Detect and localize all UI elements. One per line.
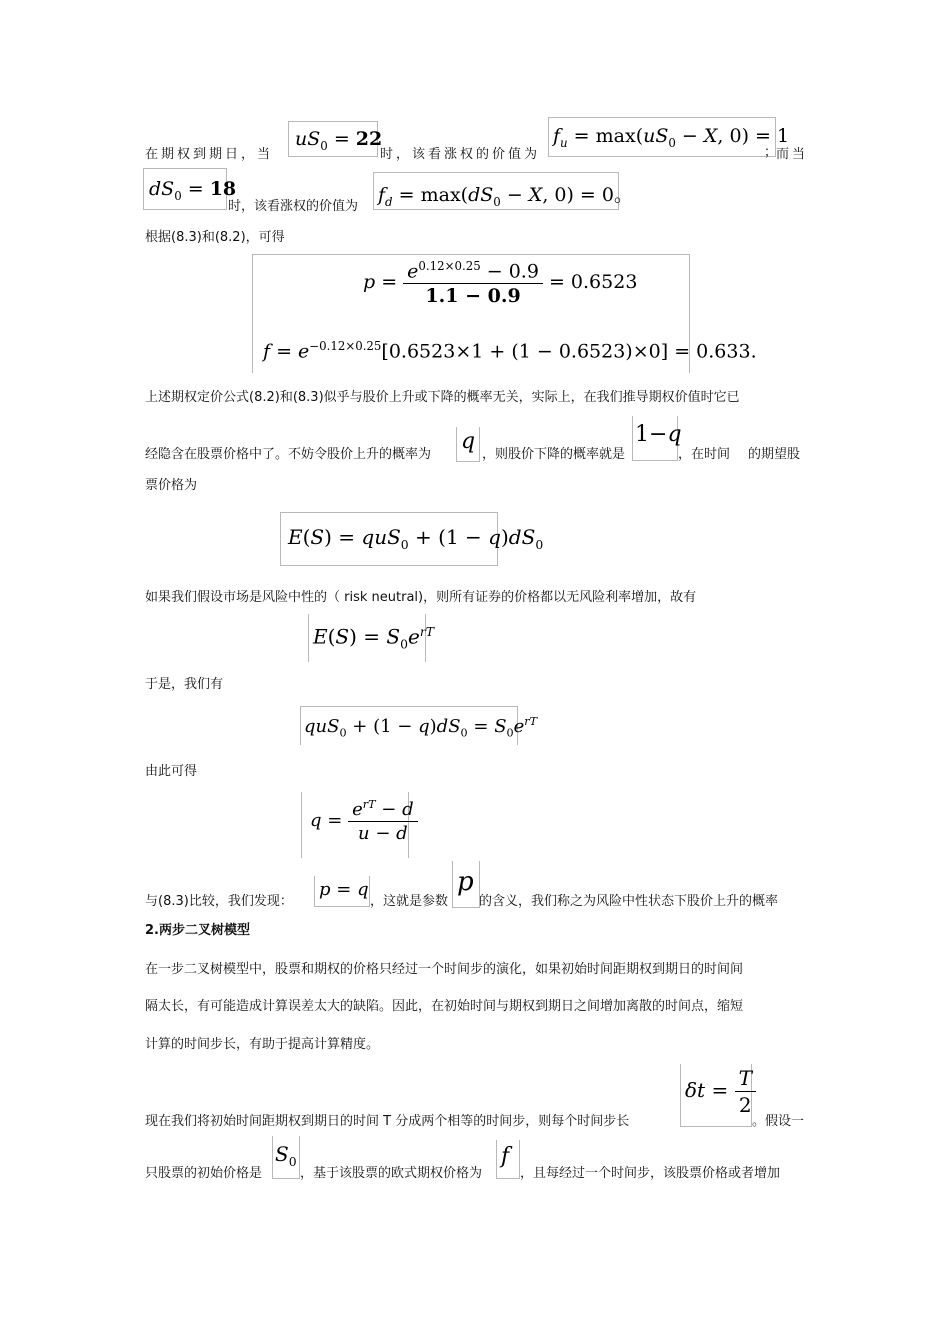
text-segment: 由此可得	[145, 764, 198, 779]
formula-ds0: $dS_0 = 18$	[143, 168, 227, 210]
text-segment: 根据(8.3)和(8.2)，可得	[145, 230, 285, 245]
text-line	[370, 893, 448, 911]
text-segment: 而当	[776, 147, 809, 162]
text-line	[145, 446, 431, 464]
text-line	[145, 477, 197, 495]
text-segment: ，在时间	[678, 447, 731, 462]
text-segment: 时，该看涨权的价值为	[380, 147, 541, 162]
text-segment: 如果我们假设市场是风险中性的（ risk neutral)，则所有证券的价格都以无风险利率增加，故有	[145, 590, 697, 605]
text-line	[748, 446, 800, 464]
text-line	[678, 446, 730, 464]
text-line	[145, 589, 696, 607]
text-line	[479, 893, 778, 911]
text-segment: ，基于该股票的欧式期权价格为	[300, 1166, 483, 1181]
text-segment: ，则股价下降的概率就是	[482, 447, 626, 462]
text-line	[145, 763, 197, 781]
text-line	[145, 1165, 262, 1183]
text-segment: 于是，我们有	[145, 677, 224, 692]
text-segment: 隔太长，有可能造成计算误差太大的缺陷。因此，在初始时间与期权到期日之间增加离散的时间点，缩短	[145, 999, 744, 1014]
text-segment: ，这就是参数	[370, 894, 449, 909]
text-segment: 时，该看涨权的价值为	[228, 199, 359, 214]
formula-expected-price: $E(S) = quS_0 + (1 - q)dS_0$	[280, 512, 498, 566]
text-segment: 只股票的初始价格是	[145, 1166, 263, 1181]
text-segment: 在一步二叉树模型中，股票和期权的价格只经过一个时间步的演化，如果初始时间距期权到期日的时间间	[145, 962, 744, 977]
text-line	[145, 1113, 629, 1131]
formula-risk-neutral: $E(S) = S_0e^{rT}$	[308, 614, 426, 662]
text-segment: 票价格为	[145, 478, 198, 493]
formula-fd: $f_d = \max(dS_0 - X$, 0) = 0。	[373, 172, 619, 210]
text-line	[145, 998, 743, 1016]
text-line	[145, 961, 743, 979]
text-segment: 上述期权定价公式(8.2)和(8.3)似乎与股价上升或下降的概率无关，实际上，在我们推导期权价值时它已	[145, 390, 740, 405]
text-segment: 计算的时间步长，有助于提高计算精度。	[145, 1037, 380, 1052]
text-line	[776, 146, 808, 164]
text-segment: 的含义，我们称之为风险中性状态下股价上升的概率	[479, 894, 779, 909]
text-segment: ，且每经过一个时间步，该股票价格或者增加	[520, 1166, 781, 1181]
formula-block-pf	[252, 254, 757, 373]
formula-us0: $uS_0 = 22$	[288, 121, 378, 157]
text-line	[145, 1036, 379, 1054]
text-segment: 与(8.3)比较，我们发现：	[145, 894, 293, 909]
formula-delta-t: δt = $\frac{T}{2}$	[680, 1064, 752, 1127]
formula-q-solution: q = $\frac{e^{rT} - d}{u - d}$	[301, 792, 409, 858]
text-line	[145, 893, 293, 911]
text-line	[520, 1165, 780, 1183]
formula-s0: $S_0$	[272, 1136, 300, 1179]
text-segment: 经隐含在股票价格中了。不妨令股价上升的概率为	[145, 447, 432, 462]
formula-p-eq-q: p = q	[314, 876, 370, 907]
text-segment: 。假设一	[752, 1114, 805, 1129]
text-line	[145, 229, 285, 247]
formula-f: $f = e^{-0.12\times 0.25}[0.6523\times 1 + (1 - 0.6523)\times 0] = 0.633$.	[263, 339, 757, 363]
text-segment: 在期权到期日，当	[145, 147, 274, 162]
section-heading	[145, 922, 250, 940]
heading-text: 2.两步二叉树模型	[145, 923, 250, 938]
formula-f-option: f	[496, 1140, 520, 1179]
text-line	[145, 389, 740, 407]
formula-1-q: 1−q	[632, 416, 678, 461]
text-line	[752, 1113, 804, 1131]
formula-p: p	[452, 861, 480, 908]
text-segment: 现在我们将初始时间距期权到期日的时间 T 分成两个相等的时间步，则每个时间步长	[145, 1114, 630, 1129]
text-segment: 的期望股	[748, 447, 801, 462]
text-line	[228, 198, 358, 216]
formula-q: q	[456, 427, 480, 462]
text-line	[380, 146, 540, 164]
text-line	[145, 676, 223, 694]
text-segment: ；	[764, 145, 778, 160]
formula-p: p = $\frac{e^{0.12\times 0.25} - 0.9}{1.1 - 0.9}$ = 0.6523	[363, 259, 638, 308]
formula-equation: $quS_0 + (1 - q)dS_0 = S_0e^{rT}$	[300, 706, 518, 745]
text-line	[300, 1165, 482, 1183]
text-line	[145, 146, 273, 164]
text-line	[482, 446, 625, 464]
formula-fu: $f_u = \max(uS_0 - X$, 0) = 1	[548, 117, 776, 157]
